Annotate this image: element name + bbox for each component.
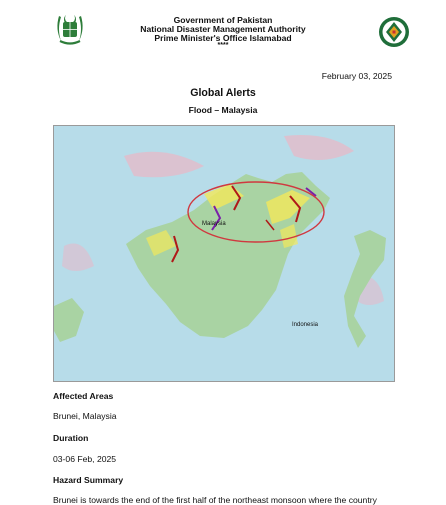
header-pm-office: Prime Minister's Office Islamabad — [154, 33, 292, 43]
affected-areas-heading: Affected Areas — [53, 391, 114, 401]
header-government: Government of Pakistan — [173, 15, 273, 25]
hazard-summary-text: Brunei is towards the end of the first half of the northeast monsoon where the country — [53, 495, 377, 505]
header-stars: **** — [217, 42, 229, 49]
map-label-malaysia: Malaysia — [202, 221, 226, 227]
affected-areas-text: Brunei, Malaysia — [53, 411, 117, 421]
flood-map — [53, 125, 395, 382]
duration-heading: Duration — [53, 433, 89, 443]
page-title: Global Alerts — [190, 87, 256, 99]
hazard-summary-heading: Hazard Summary — [53, 475, 124, 485]
map-label-indonesia: Indonesia — [292, 322, 319, 328]
header-ndma: National Disaster Management Authority — [140, 24, 306, 34]
ndma-logo-icon — [378, 16, 410, 48]
page-subtitle: Flood – Malaysia — [188, 105, 258, 115]
report-date: February 03, 2025 — [321, 71, 392, 81]
duration-text: 03-06 Feb, 2025 — [53, 454, 117, 464]
